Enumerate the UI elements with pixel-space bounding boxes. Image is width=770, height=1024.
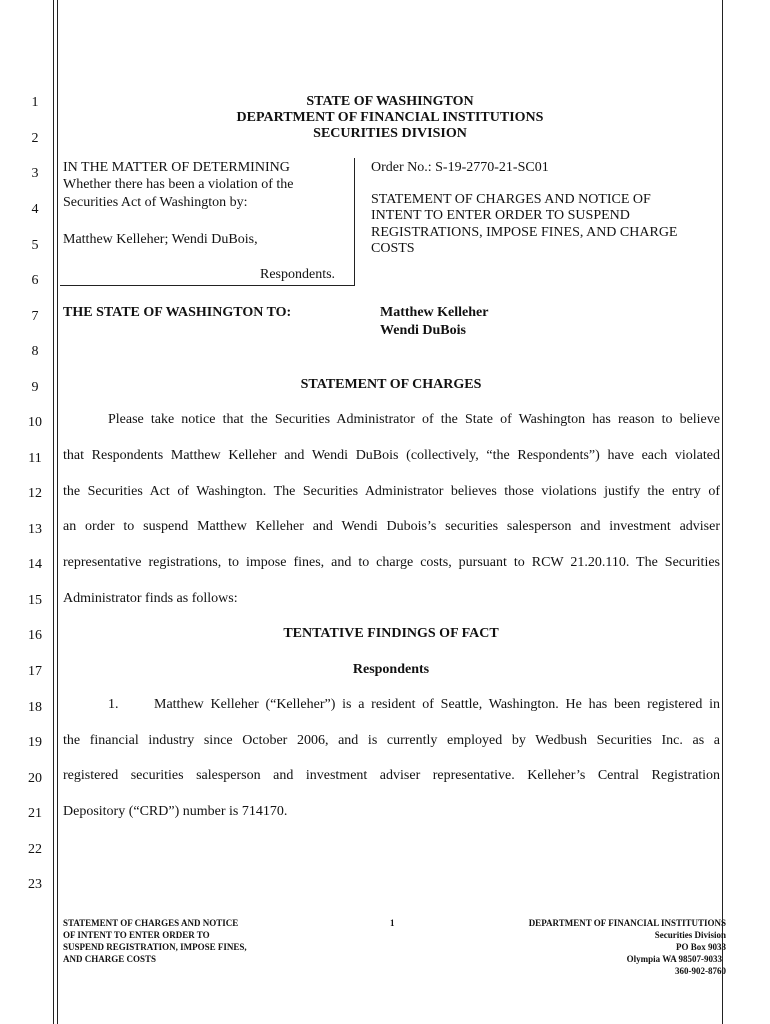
intro-line: Please take notice that the Securities Administrator of the State of Washington has reason to believe [108, 412, 720, 427]
header-department: DEPARTMENT OF FINANCIAL INSTITUTIONS [236, 110, 544, 125]
footer-left-line: OF INTENT TO ENTER ORDER TO [63, 930, 210, 940]
footer-left-line: SUSPEND REGISTRATION, IMPOSE FINES, [63, 942, 247, 952]
paragraph-line: registered securities salesperson and investment adviser representative. Kelleher’s Central Registration [63, 768, 720, 783]
line-number: 9 [31, 380, 39, 395]
footer-right-line: PO Box 9033 [675, 942, 726, 952]
paragraph-line: Depository (“CRD”) number is 714170. [63, 804, 288, 819]
line-number: 3 [31, 166, 39, 181]
order-title-line-2: INTENT TO ENTER ORDER TO SUSPEND [371, 208, 630, 223]
caption-divider-vertical [354, 158, 355, 285]
subheading-respondents: Respondents [352, 662, 430, 677]
right-margin-rule [722, 0, 723, 1024]
address-name-1: Matthew Kelleher [380, 305, 489, 320]
caption-matter: IN THE MATTER OF DETERMINING [63, 160, 290, 175]
caption-line-2: Whether there has been a violation of the [63, 177, 294, 192]
line-number: 5 [31, 238, 39, 253]
intro-line: an order to suspend Matthew Kelleher and Wendi Dubois’s securities salesperson and investment adviser [63, 519, 720, 534]
line-number: 21 [28, 806, 42, 821]
header-division: SECURITIES DIVISION [313, 126, 467, 141]
order-title-line-4: COSTS [371, 241, 415, 256]
line-number: 16 [28, 628, 42, 643]
order-title-line-3: REGISTRATIONS, IMPOSE FINES, AND CHARGE [371, 225, 678, 240]
line-number: 20 [28, 771, 42, 786]
footer-right-line: Securities Division [654, 930, 726, 940]
caption-divider-horizontal [60, 285, 355, 286]
footer-left-line: STATEMENT OF CHARGES AND NOTICE [63, 918, 239, 928]
line-number: 17 [28, 664, 42, 679]
line-number: 19 [28, 735, 42, 750]
line-number: 11 [28, 451, 42, 466]
line-number: 14 [28, 557, 42, 572]
line-number: 4 [31, 202, 39, 217]
line-number: 1 [31, 95, 39, 110]
order-title-line-1: STATEMENT OF CHARGES AND NOTICE OF [371, 192, 651, 207]
footer-right-line: DEPARTMENT OF FINANCIAL INSTITUTIONS [528, 918, 726, 928]
line-number: 10 [28, 415, 42, 430]
left-margin-rule-inner [57, 0, 58, 1024]
line-number: 8 [31, 344, 39, 359]
header-state: STATE OF WASHINGTON [306, 94, 474, 109]
paragraph-line: the financial industry since October 2006, and is currently employed by Wedbush Securities Inc. as a [63, 733, 720, 748]
line-number: 7 [31, 309, 39, 324]
footer-right-line: 360-902-8760 [675, 966, 726, 976]
line-number: 6 [31, 273, 39, 288]
section-heading-findings: TENTATIVE FINDINGS OF FACT [283, 626, 499, 641]
intro-line: representative registrations, to impose fines, and to charge costs, pursuant to RCW 21.20.110. The Securities [63, 555, 720, 570]
footer-right-line: Olympia WA 98507-9033 [626, 954, 722, 964]
line-number: 22 [28, 842, 42, 857]
page-number: 1 [390, 918, 395, 928]
line-number: 18 [28, 700, 42, 715]
order-number: Order No.: S-19-2770-21-SC01 [371, 160, 549, 175]
section-heading-statement: STATEMENT OF CHARGES [300, 377, 482, 392]
intro-line: the Securities Act of Washington. The Securities Administrator believes those violations justify the entry of [63, 484, 720, 499]
paragraph-number: 1. [108, 697, 119, 712]
caption-line-3: Securities Act of Washington by: [63, 195, 248, 210]
line-number: 13 [28, 522, 42, 537]
address-name-2: Wendi DuBois [380, 323, 466, 338]
left-margin-rule-outer [53, 0, 54, 1024]
intro-line: that Respondents Matthew Kelleher and Wendi DuBois (collectively, “the Respondents”) have each violated [63, 448, 720, 463]
paragraph-line: Matthew Kelleher (“Kelleher”) is a resident of Seattle, Washington. He has been registered in [154, 697, 720, 712]
line-number: 15 [28, 593, 42, 608]
address-to: THE STATE OF WASHINGTON TO: [63, 305, 292, 320]
footer-left-line: AND CHARGE COSTS [63, 954, 157, 964]
line-number: 2 [31, 131, 39, 146]
line-number: 23 [28, 877, 42, 892]
line-number: 12 [28, 486, 42, 501]
caption-respondents: Respondents. [260, 267, 336, 282]
caption-parties: Matthew Kelleher; Wendi DuBois, [63, 232, 258, 247]
intro-line: Administrator finds as follows: [63, 591, 238, 606]
